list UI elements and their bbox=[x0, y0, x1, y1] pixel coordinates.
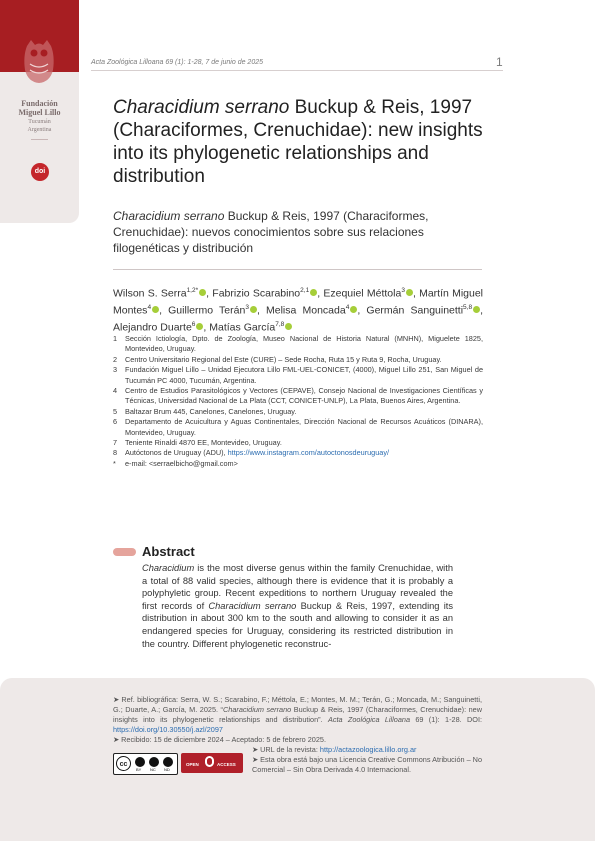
orcid-icon[interactable] bbox=[196, 323, 203, 330]
email-item bbox=[113, 459, 483, 469]
author-affiliation-sup: 4 bbox=[147, 304, 152, 311]
author-name: Guillermo Terán bbox=[168, 304, 246, 317]
license-text: ➤ Esta obra está bajo una Licencia Creative Commons Atribución – No Comercial – Sin Obra Derivada 4.0 Internacional. bbox=[252, 755, 483, 774]
abstract-text bbox=[142, 562, 453, 650]
affiliation-text: Departamento de Acuicultura y Aguas Continentales, Dirección Nacional de Recursos Acuáticos (DINARA), Montevideo, Uruguay. bbox=[125, 417, 483, 437]
running-header: Acta Zoológica Lilloana 69 (1): 1-28, 7 de junio de 2025 bbox=[91, 59, 264, 66]
affiliation-number: 3 bbox=[113, 365, 118, 375]
affiliation-number: 7 bbox=[113, 438, 118, 448]
affiliation-text: Teniente Rinaldi 4870 EE, Montevideo, Uruguay. bbox=[125, 438, 282, 448]
affiliation-item bbox=[113, 365, 483, 386]
instagram-link[interactable]: https://www.instagram.com/autoctonosdeuruguay/ bbox=[227, 448, 390, 458]
email-marker: * bbox=[113, 458, 116, 468]
orcid-icon[interactable] bbox=[473, 306, 480, 313]
orcid-icon[interactable] bbox=[406, 289, 413, 296]
affiliation-text: Baltazar Brum 445, Canelones, Canelones, Uruguay. bbox=[125, 406, 297, 416]
abstract-text-part1: is the most diverse genus within the family Crenuchidae, with a total of 88 valid species, although there is evidence that it is probably a polyphyletic group. Recent expeditions to northern Uruguay revealed the first records of bbox=[142, 563, 453, 611]
page-number: 1 bbox=[496, 55, 503, 69]
ref-prefix: ➤ Ref. bibliográfica: Serra, W. S.; Scarabino, F.; Méttola, E.; Montes, M. M.; Terán, G.; Moncada, M.; Sanguinetti, G.; Duarte, A.; García, M. 2025. “ bbox=[113, 695, 482, 714]
author-list: Wilson S. Serra$^{1,2*}$ , Fabrizio Scarabino$^{2,1}$ , Ezequiel Méttola$^3$ , Martín Miguel Montes$^4$ , Guillermo Terán$^3$ , Melisa Moncada$^4$ , Germán Sanguinetti$^{5,8}$ , Alejandro Duarte$^6$ , Matías García$^{7,8}$ bbox=[113, 287, 484, 334]
author-affiliation-sup: 7,8 bbox=[275, 321, 285, 328]
affiliation-text: Sección Ictiología, Dpto. de Zoología, Museo Nacional de Historia Natural (MNHN), Miguelete 1825, Montevideo, Uruguay. bbox=[125, 334, 483, 354]
author-affiliation-sup: 1,2* bbox=[186, 287, 199, 294]
journal-url-line bbox=[252, 745, 482, 755]
sidebar-panel bbox=[0, 0, 79, 223]
institution-city: Tucumán bbox=[28, 119, 51, 125]
article-title bbox=[113, 96, 483, 188]
affiliation-text: Fundación Miguel Lillo – Unidad Ejecutora Lillo FML-UEL-CONICET, (4000), Miguel Lillo 251, San Miguel de Tucumán PC 4000, Tucumán, Argentina. bbox=[125, 365, 483, 385]
author-affiliation-sup: 3 bbox=[401, 287, 405, 294]
creative-commons-badge[interactable] bbox=[113, 753, 178, 775]
orcid-icon[interactable] bbox=[310, 289, 317, 296]
open-access-right: ACCESS bbox=[217, 762, 236, 767]
cc-tag-by: BY bbox=[136, 767, 142, 772]
nc-icon bbox=[149, 757, 159, 767]
license-block bbox=[252, 745, 482, 775]
affiliation-item bbox=[113, 386, 483, 407]
affiliation-item bbox=[113, 438, 483, 448]
ref-journal: Acta Zoológica Lilloana bbox=[327, 715, 410, 724]
affiliation-number: 4 bbox=[113, 386, 118, 396]
affiliation-item bbox=[113, 407, 483, 417]
affiliation-list bbox=[113, 334, 483, 469]
institution-name-line2: Miguel Lillo bbox=[18, 108, 61, 117]
open-lock-icon bbox=[205, 756, 214, 767]
owl-logo-icon bbox=[22, 38, 56, 84]
by-icon bbox=[135, 757, 145, 767]
author-affiliation-sup: 3 bbox=[245, 304, 249, 311]
affiliation-item bbox=[113, 355, 483, 365]
author-name: Melisa Moncada bbox=[266, 304, 346, 317]
affiliation-number: 1 bbox=[113, 334, 118, 343]
header-divider bbox=[91, 70, 503, 71]
cc-tag-nd: ND bbox=[164, 767, 170, 772]
institution-name-line1: Fundación bbox=[21, 99, 58, 108]
affiliation-text: Autóctonos de Uruguay (ADU), bbox=[125, 448, 228, 458]
cc-icon: cc bbox=[116, 756, 131, 771]
nd-icon bbox=[163, 757, 173, 767]
affiliation-item bbox=[113, 334, 483, 355]
author-name: Matías García bbox=[209, 321, 276, 334]
affiliation-item bbox=[113, 417, 483, 438]
abstract-marker bbox=[113, 548, 136, 556]
open-access-badge[interactable] bbox=[181, 753, 243, 773]
affiliation-text: Centro de Estudios Parasitológicos y Vectores (CEPAVE), Consejo Nacional de Investigaciones Científicas y Técnicas, Universidad Nacional de La Plata (CCT, CONICET-UNLP), La Plata, Buenos Aires, Argentina. bbox=[125, 386, 483, 406]
author-name: Martín Miguel Montes bbox=[113, 287, 484, 317]
abstract-heading: Abstract bbox=[142, 544, 195, 559]
author-affiliation-sup: 2,1 bbox=[300, 287, 310, 294]
author-name: Fabrizio Scarabino bbox=[212, 287, 301, 300]
author-affiliation-sup: 5,8 bbox=[463, 304, 473, 311]
journal-url-link[interactable]: http://actazoologica.lillo.org.ar bbox=[319, 745, 417, 754]
author-name: Alejandro Duarte bbox=[113, 321, 192, 334]
received-accepted: ➤ Recibido: 15 de diciembre 2024 – Aceptado: 5 de febrero 2025. bbox=[113, 735, 327, 744]
bibliographic-reference bbox=[113, 695, 482, 735]
affiliation-number: 2 bbox=[113, 354, 118, 364]
ref-volume: 69 (1): 1-28. DOI: bbox=[410, 715, 482, 724]
affiliation-item bbox=[113, 448, 483, 458]
url-label: ➤ URL de la revista: bbox=[252, 745, 320, 754]
citation-block bbox=[113, 695, 482, 745]
author-name: Ezequiel Méttola bbox=[323, 287, 402, 300]
abstract-text-part2: Buckup & Reis, 1997, extending its distribution in about 300 km to the south and allowing to consider it as an endangered species for Uruguay, considering its restricted distribution in the country. Different phylogenetic reconstruc- bbox=[142, 600, 453, 649]
email-text[interactable]: e-mail: <serraelbicho@gmail.com> bbox=[125, 458, 238, 468]
subtitle-species: Characidium serrano bbox=[113, 209, 225, 223]
abstract-species: Characidium serrano bbox=[208, 600, 297, 611]
author-affiliation-sup: 6 bbox=[191, 321, 196, 328]
orcid-icon[interactable] bbox=[250, 306, 257, 313]
title-divider bbox=[113, 269, 482, 270]
subtitle-rest: Buckup & Reis, 1997 (Characiformes, Crenuchidae): nuevos conocimientos sobre sus relaciones filogenéticas y distribución bbox=[113, 209, 429, 255]
affiliation-text: Centro Universitario Regional del Este (CURE) – Sede Rocha, Ruta 15 y Ruta 9, Rocha, Uruguay. bbox=[125, 354, 442, 364]
ref-species: Characidium serrano bbox=[223, 705, 292, 714]
author-name: Germán Sanguinetti bbox=[366, 304, 464, 317]
author-name: Wilson S. Serra bbox=[113, 287, 187, 300]
orcid-icon[interactable] bbox=[285, 323, 292, 330]
title-species: Characidium serrano bbox=[113, 97, 290, 118]
title-rest: Buckup & Reis, 1997 (Characiformes, Crenuchidae): new insights into its phylogenetic relationships and distribution bbox=[113, 97, 483, 187]
affiliation-number: 6 bbox=[113, 417, 118, 427]
orcid-icon[interactable] bbox=[199, 289, 206, 296]
cc-tag-nc: NC bbox=[150, 767, 156, 772]
affiliation-number: 8 bbox=[113, 448, 118, 458]
orcid-icon[interactable] bbox=[152, 306, 159, 313]
affiliation-number: 5 bbox=[113, 406, 118, 416]
author-affiliation-sup: 4 bbox=[345, 304, 350, 311]
open-access-left: OPEN bbox=[186, 762, 199, 767]
orcid-icon[interactable] bbox=[350, 306, 357, 313]
doi-link[interactable]: https://doi.org/10.30550/j.azl/2097 bbox=[113, 725, 223, 734]
doi-badge-icon[interactable]: doi bbox=[31, 163, 49, 181]
abstract-genus: Characidium bbox=[142, 563, 195, 573]
institution-country: Argentina bbox=[27, 127, 52, 133]
ref-title: Buckup & Reis, 1997 (Characiformes, Crenuchidae): new insights into its phylogenetic relationships and distribution”. bbox=[113, 705, 483, 724]
article-subtitle bbox=[113, 208, 483, 256]
sidebar-divider bbox=[31, 139, 48, 140]
